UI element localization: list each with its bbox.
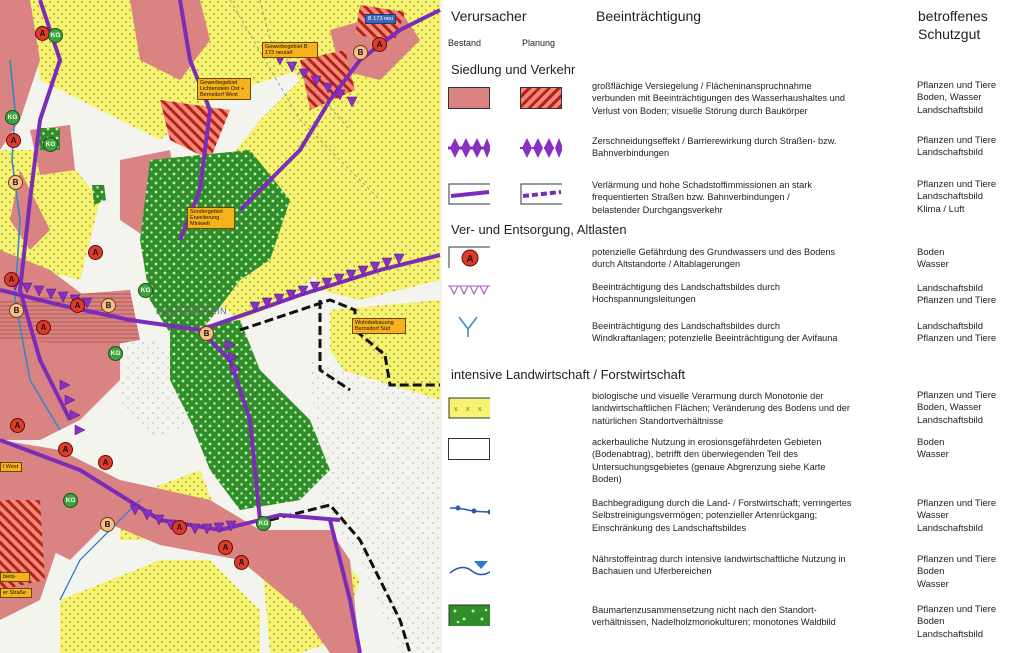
kiefern-marker[interactable]: KG [5, 110, 20, 125]
barrier-triangles-planned-icon [520, 136, 562, 158]
noise-road-icon [448, 183, 490, 205]
map-area-label-sonder: Sondergebiet Erweiterung Miniwelt [187, 207, 235, 229]
altlast-marker[interactable]: A [98, 455, 113, 470]
header-planung: Planung [522, 38, 556, 48]
row-agri-schutzgut: Pflanzen und Tiere Boden, Wasser Landschaftsbild [917, 390, 997, 426]
row-erosion-schutzgut: Boden Wasser [917, 437, 949, 461]
wind-turbine-icon [456, 315, 498, 337]
row-noise-schutzgut: Pflanzen und Tiere Landschaftsbild Klima / Luft [917, 179, 997, 215]
row-erosion-desc: ackerbauliche Nutzung in erosionsgefährdeten Gebieten (Bodenabtrag), betrifft den überwiegenden Teil des Untersuchungsgebietes (genaue Abgrenzung siehe Karte Boden) [592, 437, 826, 484]
kiefern-marker[interactable]: KG [43, 137, 58, 152]
legend-panel [442, 0, 1021, 653]
section-land: intensive Landwirtschaft / Forstwirtschaft [451, 367, 686, 382]
bahn-marker[interactable]: B [353, 45, 368, 60]
bahn-marker[interactable]: B [9, 303, 24, 318]
row-nutrient-schutzgut: Pflanzen und Tiere Boden Wasser [917, 554, 997, 590]
altlast-marker[interactable]: A [36, 320, 51, 335]
row-stream-desc: Bachbegradigung durch die Land- / Forstwirtschaft; verringertes Selbstreinigungsvermögen; potenzieller Artenrückgang; Einschränkung des Landschaftsbildes [592, 498, 852, 533]
altlast-icon [448, 246, 490, 268]
row-wind-desc: Beeinträchtigung des Landschaftsbildes durch Windkraftanlagen; potenzielle Beeinträchtigung der Avifauna [592, 321, 838, 344]
row-sealing-schutzgut: Pflanzen und Tiere Boden, Wasser Landschaftsbild [917, 80, 997, 116]
altlast-marker[interactable]: A [10, 418, 25, 433]
bahn-marker[interactable]: B [8, 175, 23, 190]
kiefern-marker[interactable]: KG [138, 283, 153, 298]
altlast-marker[interactable]: A [70, 298, 85, 313]
svg-text:x: x [478, 406, 482, 413]
sealing-area-icon [448, 87, 490, 109]
row-altlast-schutzgut: Boden Wasser [917, 247, 949, 271]
bahn-marker[interactable]: B [100, 517, 115, 532]
svg-text:x: x [466, 406, 470, 413]
header-verursacher: Verursacher [451, 8, 527, 24]
altlast-icon-letter: A [466, 254, 474, 265]
section-siedlung: Siedlung und Verkehr [451, 62, 576, 77]
row-barrier-desc: Zerschneidungseffekt / Barrierewirkung durch Straßen- bzw. Bahnverbindungen [592, 136, 837, 159]
map-area-label-gewerbe-ost: Gewerbegebiet Lichtenstein Ost + Bernsdorf West [197, 78, 251, 100]
noise-road-planned-icon [520, 183, 562, 205]
sealing-area-planned-icon [520, 87, 562, 109]
map-area-label-left-1: l West [0, 462, 22, 472]
map-panel[interactable] [0, 0, 442, 653]
altlast-marker[interactable]: A [372, 37, 387, 52]
barrier-triangles-icon [448, 136, 490, 158]
row-powerline-schutzgut: Landschaftsbild Pflanzen und Tiere [917, 283, 997, 307]
bahn-marker[interactable]: B [101, 298, 116, 313]
row-nutrient-desc: Nährstoffeintrag durch intensive landwirtschaftliche Nutzung in Bachauen und Uferbereichen [592, 554, 846, 577]
map-area-label-left-2: biets- [0, 572, 30, 582]
row-altlast-desc: potenzielle Gefährdung des Grundwassers und des Bodens durch Altstandorte / Altablagerungen [592, 247, 836, 270]
altlast-marker[interactable]: A [172, 520, 187, 535]
nutrient-input-icon [448, 557, 490, 579]
map-area-label-wohn: Wohnbebauung Bernsdorf Süd [352, 318, 406, 334]
agri-monotony-icon [448, 397, 490, 419]
row-forest-schutzgut: Pflanzen und Tiere Boden Landschaftsbild [917, 604, 997, 640]
altlast-marker[interactable]: A [58, 442, 73, 457]
row-sealing-desc: großflächige Versiegelung / Flächeninanspruchnahme verbunden mit Beeinträchtigungen des Wasserhaushaltes und Verlust von Boden; visuelle Störung durch Baukörper [592, 81, 845, 116]
powerline-icon [448, 282, 490, 304]
map-area-label-gewerbe-west: Gewerbegebiet B 173 neu/alt [262, 42, 318, 58]
altlast-marker[interactable]: A [35, 26, 50, 41]
altlast-marker[interactable]: A [6, 133, 21, 148]
altlast-marker[interactable]: A [234, 555, 249, 570]
svg-text:x: x [454, 406, 458, 413]
header-schutzgut-1: betroffenes [918, 8, 988, 24]
header-bestand: Bestand [448, 38, 482, 48]
map-town-label: LICHTENSTEIN [156, 306, 228, 316]
stream-straightening-icon [448, 502, 490, 524]
row-forest-desc: Baumartenzusammensetzung nicht nach den Standort- verhältnissen, Nadelholzmonokulturen; monotones Waldbild [592, 605, 836, 628]
bahn-marker[interactable]: B [199, 326, 214, 341]
header-schutzgut-2: Schutzgut [918, 26, 981, 42]
map-area-label-left-3: er Straße [0, 588, 32, 598]
altlast-marker[interactable]: A [218, 540, 233, 555]
erosion-area-icon [448, 438, 490, 460]
row-noise-desc: Verlärmung und hohe Schadstoffimmissionen an stark frequentierten Straßen bzw. Bahnverbindungen / belastender Durchgangsverkehr [592, 180, 812, 215]
kiefern-marker[interactable]: KG [63, 493, 78, 508]
row-barrier-schutzgut: Pflanzen und Tiere Landschaftsbild [917, 135, 997, 159]
altlast-marker[interactable]: A [4, 272, 19, 287]
kiefern-marker[interactable]: KG [48, 28, 63, 43]
row-agri-desc: biologische und visuelle Verarmung durch Monotonie der landwirtschaftlichen Flächen; Veränderung des Bodens und der natürlichen Standortverhältnisse [592, 391, 850, 426]
row-wind-schutzgut: Landschaftsbild Pflanzen und Tiere [917, 321, 997, 345]
altlast-marker[interactable]: A [88, 245, 103, 260]
row-powerline-desc: Beeinträchtigung des Landschaftsbildes durch Hochspannungsleitungen [592, 282, 780, 305]
map-road-label: B 173 neu [365, 14, 396, 24]
kiefern-marker[interactable]: KG [256, 516, 271, 531]
section-ver: Ver- und Entsorgung, Altlasten [451, 222, 627, 237]
kiefern-marker[interactable]: KG [108, 346, 123, 361]
row-stream-schutzgut: Pflanzen und Tiere Wasser Landschaftsbild [917, 498, 997, 534]
forest-monoculture-icon [448, 604, 490, 626]
header-beeintraechtigung: Beeinträchtigung [596, 8, 702, 24]
